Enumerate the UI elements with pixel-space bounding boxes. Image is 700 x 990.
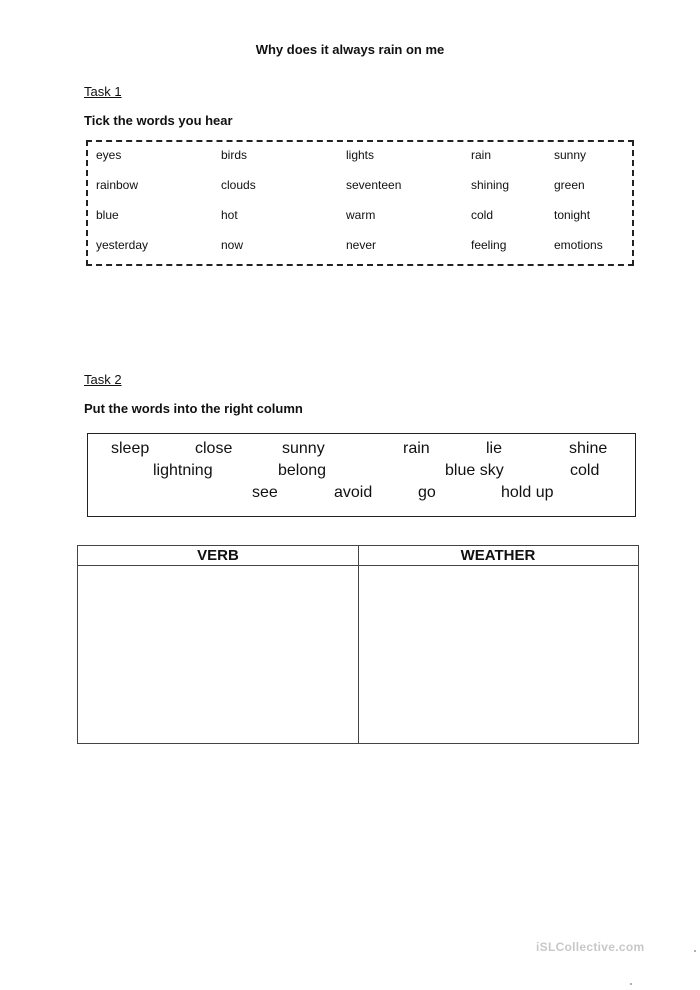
word-item: now [221,238,244,252]
word-item: emotions [554,238,603,252]
word-item: hot [221,208,238,222]
task2-instruction: Put the words into the right column [84,401,303,416]
word-bank-item: see [252,484,278,501]
word-item: never [346,238,377,252]
word-bank-item: lie [486,440,503,457]
word-bank-item: shine [569,440,608,457]
word-item: feeling [471,238,507,252]
word-item: eyes [96,148,122,162]
word-list-grid [96,148,626,268]
decorative-dot [630,983,632,985]
word-item: blue [96,208,119,222]
task1-label: Task 1 [84,84,122,99]
word-item: rain [471,148,492,162]
word-bank-item: avoid [334,484,373,501]
word-item: seventeen [346,178,402,192]
word-row [96,178,626,208]
word-bank-item: sunny [282,440,325,457]
word-item: warm [346,208,376,222]
watermark: iSLCollective.com [536,940,645,954]
word-row [96,208,626,238]
task2-label: Task 2 [84,372,122,387]
word-row [96,238,626,268]
worksheet-title: Why does it always rain on me [255,42,445,57]
task1-instruction: Tick the words you hear [84,113,233,128]
word-bank-item: hold up [501,484,554,501]
word-bank-item: sleep [111,440,150,457]
word-bank-item: belong [278,462,327,479]
word-item: birds [221,148,248,162]
word-bank-item: rain [403,440,430,457]
word-bank-item: go [418,484,436,501]
word-bank-item: lightning [153,462,213,479]
word-row [96,148,626,178]
decorative-dot [694,950,696,952]
word-item: sunny [554,148,587,162]
column-divider [358,546,359,743]
word-item: cold [471,208,494,222]
word-item: tonight [554,208,591,222]
column-header-weather: WEATHER [358,546,638,566]
word-bank-box [87,433,636,517]
word-item: yesterday [96,238,149,252]
word-bank-item: blue sky [445,462,504,479]
word-item: green [554,178,585,192]
column-header-verb: VERB [78,546,358,566]
word-bank-item: close [195,440,233,457]
word-item: clouds [221,178,256,192]
word-item: lights [346,148,375,162]
word-item: shining [471,178,510,192]
word-bank-item: cold [570,462,600,479]
sorting-table [77,545,639,744]
word-item: rainbow [96,178,139,192]
